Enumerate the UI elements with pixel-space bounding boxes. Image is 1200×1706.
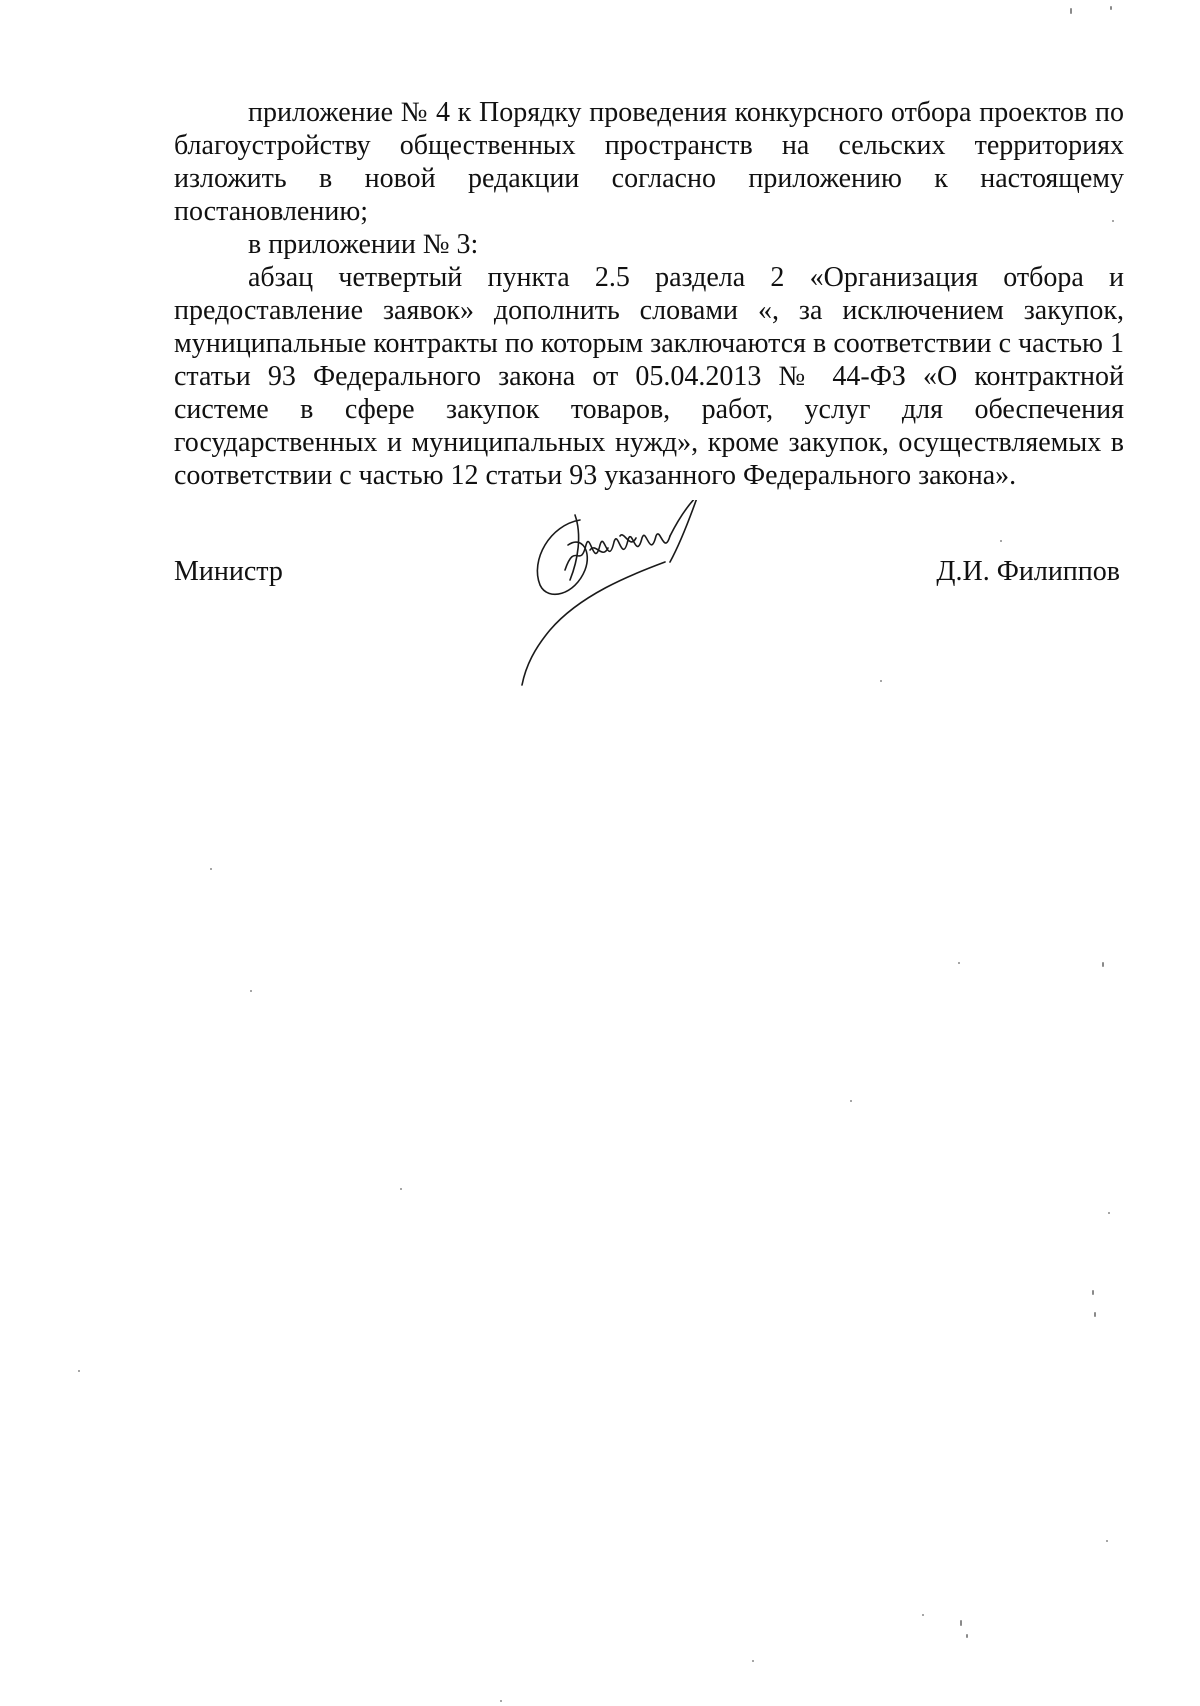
handwritten-signature xyxy=(520,500,750,700)
scan-speck xyxy=(1092,1290,1094,1295)
scan-speck xyxy=(1070,8,1072,14)
scan-speck xyxy=(922,1614,924,1616)
scan-speck xyxy=(966,1634,968,1638)
scan-speck xyxy=(1094,1312,1096,1317)
scan-speck xyxy=(1102,962,1104,967)
paragraph-appendix-4: приложение № 4 к Порядку проведения конкурсного отбора проектов по благоустройству общественных пространств на сельских территориях изложить в новой редакции согласно приложению к настоящему постановлению; xyxy=(174,97,1124,227)
signatory-title: Министр xyxy=(174,556,283,587)
scan-speck xyxy=(210,868,212,870)
scan-speck xyxy=(500,1700,502,1702)
scan-speck xyxy=(1110,6,1112,10)
signatory-name: Д.И. Филиппов xyxy=(936,556,1120,587)
scan-speck xyxy=(960,1620,962,1626)
scan-speck xyxy=(1106,1540,1108,1542)
scan-speck xyxy=(752,1660,754,1662)
scan-speck xyxy=(250,990,252,992)
paragraph-appendix-3-heading: в приложении № 3: xyxy=(248,229,479,260)
scan-speck xyxy=(880,680,882,682)
scan-speck xyxy=(1108,1212,1110,1214)
scan-speck xyxy=(958,962,960,964)
scan-speck xyxy=(78,1370,80,1372)
scan-speck xyxy=(1112,220,1114,222)
paragraph-amendment: абзац четвертый пункта 2.5 раздела 2 «Организация отбора и предоставление заявок» дополнить словами «, за исключением закупок, муниципальные контракты по которым заключаются в соответствии с частью 1 статьи 93 Федерального закона от 05.04.2013 № 44-ФЗ «О контрактной системе в сфере закупок товаров, работ, услуг для обеспечения государственных и муниципальных нужд», кроме закупок, осуществляемых в соответствии с частью 12 статьи 93 указанного Федерального закона». xyxy=(174,262,1124,491)
document-body xyxy=(174,96,1124,492)
scan-speck xyxy=(1000,540,1002,542)
scan-speck xyxy=(850,1100,852,1102)
scan-speck xyxy=(400,1188,402,1190)
